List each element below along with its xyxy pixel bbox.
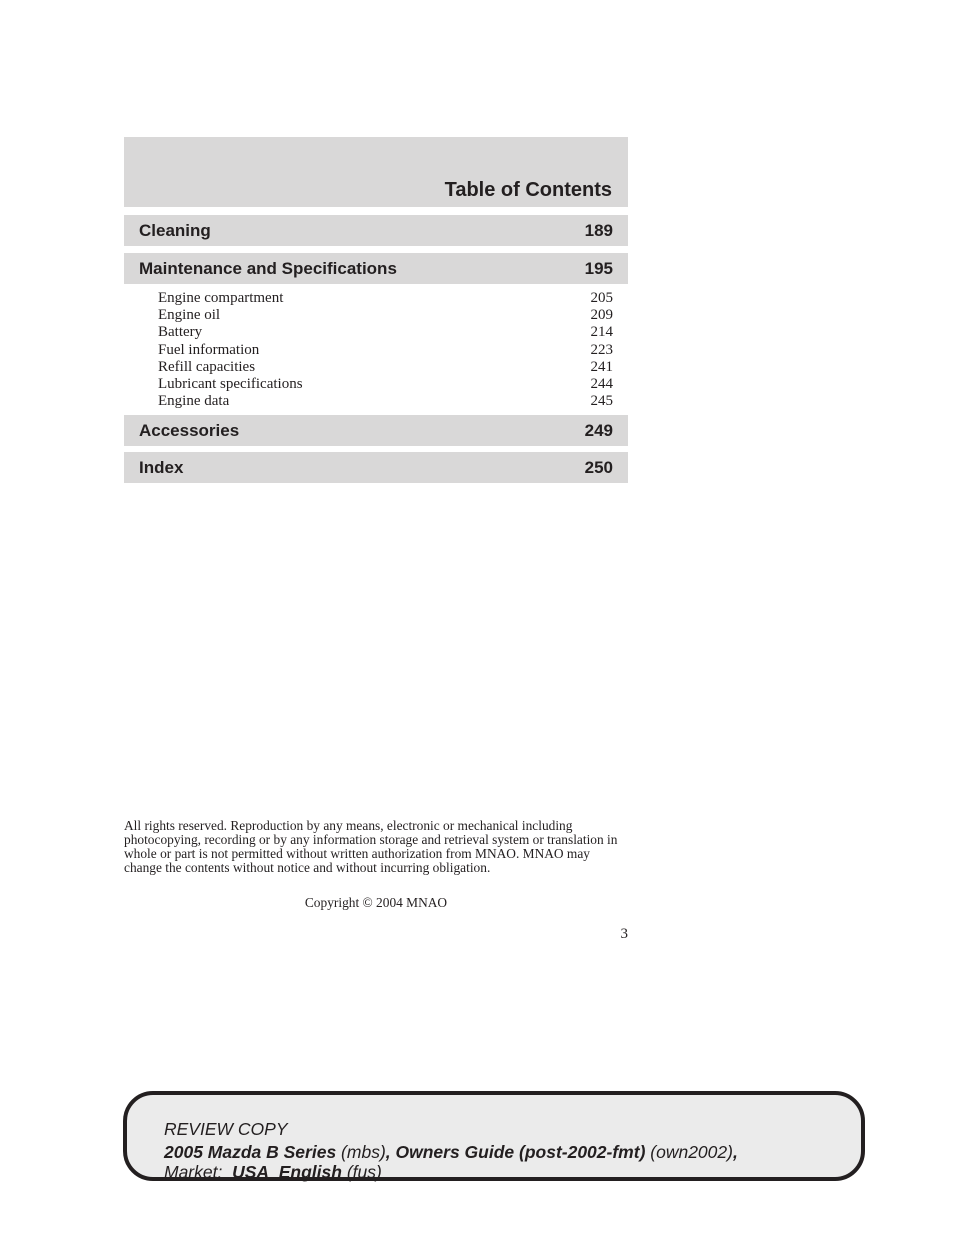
section-label: Index (139, 458, 184, 477)
review-product-line (164, 1142, 738, 1163)
subitem-page: 214 (590, 324, 613, 341)
toc-subitem[interactable] (124, 324, 628, 341)
copyright-notice: Copyright © 2004 MNAO (304, 895, 448, 910)
toc-subitem[interactable] (124, 376, 628, 393)
toc-subitem[interactable] (124, 342, 628, 359)
subitem-label: Battery (158, 324, 203, 341)
guide-name: Owners Guide (post-2002-fmt) (395, 1142, 646, 1162)
section-page: 189 (584, 221, 613, 240)
subitem-label: Engine data (158, 393, 230, 410)
section-page: 195 (584, 259, 613, 278)
section-page: 250 (584, 458, 613, 477)
subitem-label: Lubricant specifications (158, 375, 303, 392)
toc-subitems (124, 290, 628, 410)
subitem-label: Fuel information (158, 341, 260, 358)
section-label: Accessories (139, 421, 240, 440)
review-copy-label: REVIEW COPY (164, 1119, 288, 1139)
rights-notice: All rights reserved. Reproduction by any means, electronic or mechanical including photocopying, recording or by any information storage and retrieval system or translation in whole or part is not permitted without written authorization from MNAO. MNAO may change the contents without notice and without incurring obligation. (124, 818, 618, 875)
model-name: 2005 Mazda B Series (164, 1142, 337, 1162)
toc-subitem[interactable] (124, 290, 628, 307)
subitem-label: Refill capacities (158, 358, 256, 375)
review-market-line (164, 1162, 382, 1183)
guide-code: (own2002) (645, 1142, 733, 1162)
subitem-page: 241 (590, 358, 613, 375)
toc-subitem[interactable] (124, 393, 628, 410)
separator: , (385, 1142, 396, 1162)
page-number: 3 (620, 926, 628, 942)
page-title: Table of Contents (444, 179, 612, 201)
toc-subitem[interactable] (124, 359, 628, 376)
toc-section-cleaning[interactable] (124, 215, 628, 246)
subitem-page: 205 (590, 290, 613, 306)
market-label: Market: (164, 1162, 233, 1182)
subitem-page: 245 (590, 393, 613, 410)
toc-section-index[interactable] (124, 452, 628, 483)
section-label: Maintenance and Specifications (139, 259, 397, 278)
market-name: USA_English (232, 1162, 342, 1182)
section-page: 249 (584, 421, 613, 440)
section-label: Cleaning (139, 221, 211, 240)
subitem-page: 209 (590, 307, 613, 324)
toc-section-maintenance[interactable] (124, 253, 628, 284)
model-code: (mbs) (336, 1142, 386, 1162)
subitem-label: Engine compartment (158, 290, 284, 306)
toc-section-accessories[interactable] (124, 415, 628, 446)
subitem-label: Engine oil (158, 307, 221, 324)
subitem-page: 244 (590, 375, 613, 392)
review-copy-box (123, 1091, 865, 1181)
separator: , (732, 1142, 738, 1162)
toc-header (124, 137, 628, 207)
market-code: (fus) (341, 1162, 382, 1182)
toc-subitem[interactable] (124, 307, 628, 324)
subitem-page: 223 (590, 341, 613, 358)
